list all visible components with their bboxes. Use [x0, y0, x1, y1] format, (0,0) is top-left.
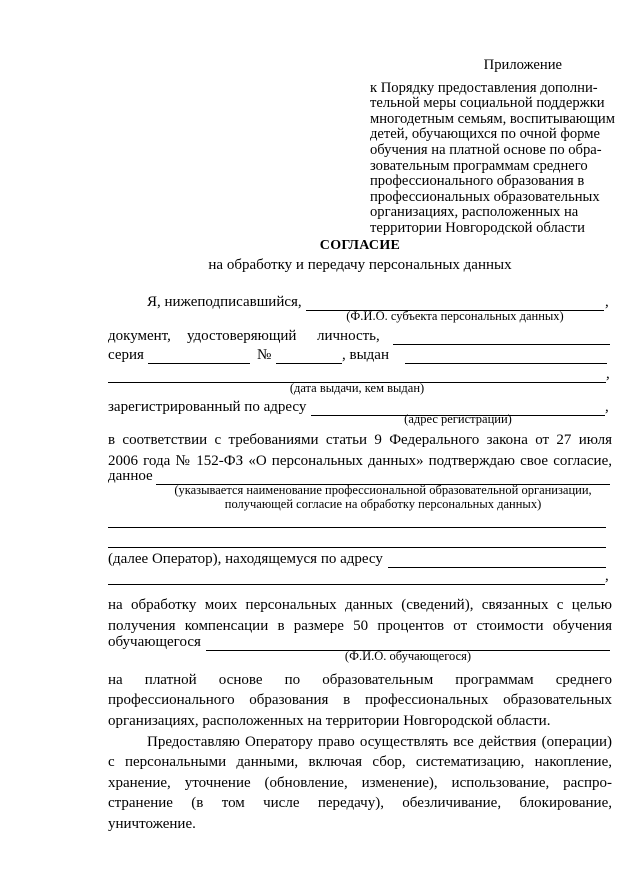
series-field[interactable]	[148, 363, 250, 364]
basis-line-3: организациях, расположенных на территории Новгородской области.	[108, 713, 551, 729]
address-caption: (адрес регистрации)	[404, 412, 512, 426]
operator-caption-1: (указывается наименование профессиональной образовательной организации,	[174, 483, 592, 497]
appendix-heading: Приложение	[483, 57, 562, 73]
doc-label-2: удостоверяющий	[187, 328, 297, 344]
operator-name-field-2[interactable]	[108, 527, 606, 528]
given-label: данное	[108, 468, 153, 484]
rights-line-4: странение (в том числе передачу), обезличивание, блокирование,	[108, 795, 612, 811]
operator-address-comma: ,	[605, 568, 609, 584]
operator-name-field-3[interactable]	[108, 547, 606, 548]
purpose-line-1: на обработку моих персональных данных (сведений), связанных с целью	[108, 597, 612, 613]
purpose-line-2: получения компенсации в размере 50 процентов от стоимости обучения	[108, 618, 612, 634]
rights-line-3: хранение, уточнение (обновление, изменение), использование, распро-	[108, 775, 612, 791]
address-label: зарегистрированный по адресу	[108, 399, 307, 415]
basis-line-1: на платной основе по образовательным программам среднего	[108, 672, 612, 688]
address-comma: ,	[605, 399, 609, 415]
issued-comma: ,	[606, 366, 610, 382]
series-label: серия	[108, 347, 144, 363]
appendix-text: к Порядку предоставления дополни- тельной меры социальной поддержки многодетным семьям, воспитывающим детей, обучающихся по очной форме обучения на платной основе по обра- зовательным программам среднего профессионального образования в профессиональных образовательных организациях, расположенных на территории Новгородской области	[370, 79, 615, 236]
signer-comma: ,	[605, 294, 609, 310]
rights-line-2: с персональными данными, включая сбор, систематизацию, накопление,	[108, 754, 612, 770]
appendix-block	[370, 58, 620, 237]
doc-label-3: личность,	[317, 328, 380, 344]
signer-caption: (Ф.И.О. субъекта персональных данных)	[346, 309, 564, 323]
law-line-1: в соответствии с требованиями статьи 9 Федерального закона от 27 июля	[108, 432, 612, 448]
law-line-2: 2006 года № 152-ФЗ «О персональных данных» подтверждаю свое согласие,	[108, 453, 612, 469]
rights-line-1: Предоставляю Оператору право осуществлять все действия (операции)	[147, 734, 612, 750]
student-label: обучающегося	[108, 634, 201, 650]
basis-line-2: профессионального образования в профессиональных образовательных	[108, 692, 612, 708]
number-field[interactable]	[276, 363, 342, 364]
operator-caption-2: получающей согласие на обработку персональных данных)	[224, 497, 542, 511]
operator-address-field-2[interactable]	[108, 584, 605, 585]
operator-address-field-1[interactable]	[388, 567, 606, 568]
issued-by-field-1[interactable]	[405, 363, 607, 364]
document-subtitle: на обработку и передачу персональных данных	[208, 257, 512, 273]
issued-caption: (дата выдачи, кем выдан)	[289, 381, 425, 395]
student-caption: (Ф.И.О. обучающегося)	[344, 649, 472, 663]
number-label: №	[257, 347, 272, 363]
issued-label: , выдан	[342, 347, 389, 363]
rights-line-5: уничтожение.	[108, 816, 196, 832]
operator-address-label: (далее Оператор), находящемуся по адресу	[108, 551, 383, 567]
document-title: СОГЛАСИЕ	[319, 238, 401, 253]
document-field[interactable]	[393, 344, 610, 345]
doc-label-1: документ,	[108, 328, 171, 344]
signer-label: Я, нижеподписавшийся,	[147, 294, 302, 310]
